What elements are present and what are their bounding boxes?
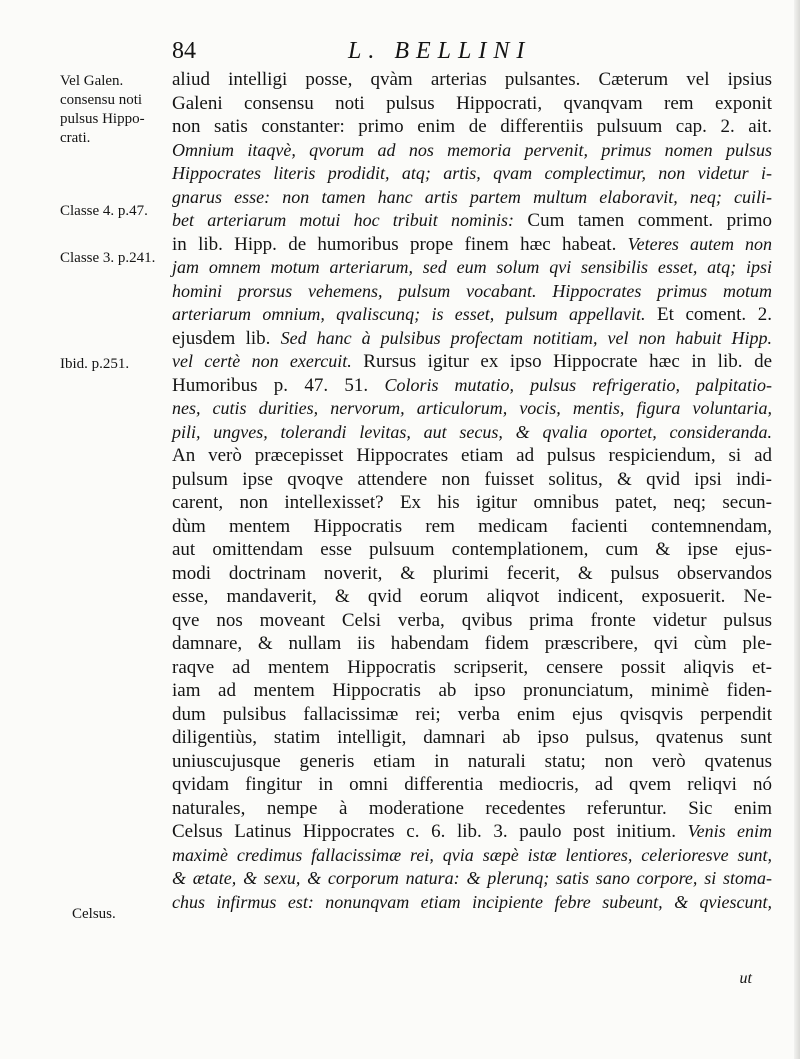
text-segment: aut omittendam esse pulsuum contemplationem, cum & ipse ejus- bbox=[172, 539, 772, 560]
text-line bbox=[172, 515, 772, 539]
text-segment: pulsum ipse qvoqve attendere non fuisset solitus, & qvid ipsi indi- bbox=[172, 468, 772, 490]
text-line bbox=[172, 397, 772, 421]
text-segment: modi doctrinam noverit, & plurimi fecerit, & pulsus observandos bbox=[172, 562, 772, 584]
text-segment: Et coment. 2. bbox=[645, 304, 773, 325]
text-line bbox=[172, 209, 772, 233]
text-segment: maximè credimus fallacissimæ rei, qvia sæpè istæ lentiores, celerioresve sunt, bbox=[172, 844, 772, 865]
text-line bbox=[172, 820, 772, 844]
text-segment: Coloris mutatio, pulsus refrigeratio, palpitatio- bbox=[384, 374, 773, 395]
margin-note-line: crati. bbox=[60, 130, 91, 146]
text-segment: non satis constanter: primo enim de differentiis pulsuum cap. 2. ait. bbox=[172, 116, 772, 137]
text-segment: Galeni consensu noti pulsus Hippocrati, qvanqvam rem exponit bbox=[172, 92, 772, 114]
text-line bbox=[172, 609, 772, 633]
text-line bbox=[172, 797, 772, 821]
margin-note-classe-4 bbox=[60, 202, 148, 221]
text-line bbox=[172, 186, 772, 210]
text-segment: arteriarum omnium, qvaliscunq; is esset, pulsum appellavit. bbox=[172, 304, 646, 324]
text-line bbox=[172, 562, 772, 586]
text-segment: qve nos moveant Celsi verba, qvibus prima fronte videtur pulsus bbox=[172, 609, 772, 631]
text-segment: Humoribus p. 47. 51. bbox=[172, 374, 385, 396]
text-segment: Venis enim bbox=[687, 821, 773, 841]
text-segment: gnarus esse: non tamen hanc artis partem multum elaboravit, neq; cuili- bbox=[172, 186, 772, 207]
text-line bbox=[172, 679, 772, 703]
margin-note-celsus bbox=[72, 905, 116, 924]
margin-note-line: Classe 4. p.47. bbox=[60, 203, 148, 219]
text-segment: dum pulsibus fallacissimæ rei; verba enim ejus qvisqvis perpendit bbox=[172, 703, 772, 725]
text-line bbox=[172, 68, 772, 92]
text-line bbox=[172, 92, 772, 116]
text-segment: homini prorsus vehemens, pulsum vocabant. Hippocrates primus motum bbox=[172, 280, 772, 301]
text-segment: nes, cutis durities, nervorum, articulorum, vocis, mentis, figura voluntaria, bbox=[172, 398, 772, 418]
text-line bbox=[172, 139, 772, 163]
text-segment: Hippocrates literis prodidit, atq; artis, qvam complectimur, non videtur i- bbox=[172, 163, 772, 183]
text-line bbox=[172, 773, 772, 797]
text-line bbox=[172, 350, 772, 374]
text-segment: bet arteriarum motui hoc tribuit nominis: bbox=[172, 210, 514, 230]
text-line bbox=[172, 233, 772, 257]
text-line bbox=[172, 891, 772, 915]
text-segment: pili, ungves, tolerandi levitas, aut secus, & qvalia oportet, consideranda. bbox=[172, 421, 772, 442]
text-line bbox=[172, 750, 772, 774]
text-segment: An verò præcepisset Hippocrates etiam ad pulsus respiciendum, si ad bbox=[172, 445, 772, 466]
text-segment: chus infirmus est: nonunqvam etiam incipiente febre subeunt, & qviescunt, bbox=[172, 891, 772, 912]
text-segment: esse, mandaverit, & qvid eorum aliqvot indicent, exposuerit. Ne- bbox=[172, 586, 772, 607]
text-segment: naturales, nempe à moderatione recedentes referuntur. Sic enim bbox=[172, 797, 772, 819]
margin-note-line: Classe 3. p.241. bbox=[60, 250, 156, 266]
text-line bbox=[172, 703, 772, 727]
text-line bbox=[172, 867, 772, 891]
margin-note-galen bbox=[60, 72, 145, 148]
text-line bbox=[172, 585, 772, 609]
text-line bbox=[172, 538, 772, 562]
margin-note-line: Celsus. bbox=[72, 906, 116, 922]
text-segment: dùm mentem Hippocratis rem medicam facienti contemnendam, bbox=[172, 515, 772, 537]
text-segment: uniuscujusque generis etiam in naturali statu; non verò qvatenus bbox=[172, 750, 772, 772]
text-segment: iam ad mentem Hippocratis ab ipso pronunciatum, minimè fiden- bbox=[172, 680, 772, 701]
text-segment: Rursus igitur ex ipso Hippocrate hæc in lib. de bbox=[351, 351, 773, 372]
text-segment: Cum tamen comment. primo bbox=[513, 210, 772, 231]
body-text bbox=[172, 68, 772, 914]
margin-note-line: pulsus Hippo- bbox=[60, 111, 145, 127]
text-line bbox=[172, 844, 772, 868]
text-line bbox=[172, 421, 772, 445]
text-line bbox=[172, 491, 772, 515]
margin-note-line: consensu noti bbox=[60, 92, 143, 108]
text-line bbox=[172, 444, 772, 468]
margin-notes bbox=[0, 0, 170, 1059]
page-number: 84 bbox=[172, 38, 196, 64]
text-segment: Veteres autem non bbox=[627, 233, 772, 254]
text-line bbox=[172, 656, 772, 680]
margin-note-line: Ibid. p.251. bbox=[60, 356, 130, 372]
text-line bbox=[172, 303, 772, 327]
catchword: ut bbox=[739, 970, 752, 987]
text-line bbox=[172, 468, 772, 492]
text-segment: carent, non intellexisset? Ex his igitur omnibus patet, neq; secun- bbox=[172, 492, 772, 513]
text-segment: damnare, & nullam iis habendam fidem præscribere, qvi cùm ple- bbox=[172, 633, 772, 654]
text-line bbox=[172, 280, 772, 304]
text-segment: vel certè non exercuit. bbox=[172, 351, 352, 371]
text-line bbox=[172, 374, 772, 398]
text-segment: Sed hanc à pulsibus profectam notitiam, vel non habuit Hipp. bbox=[280, 327, 772, 348]
text-segment: Celsus Latinus Hippocrates c. 6. lib. 3. paulo post initium. bbox=[172, 821, 688, 842]
margin-note-ibid bbox=[60, 355, 129, 374]
text-segment: qvidam fingitur in omni differentia mediocris, ad qvem reliqvi nó bbox=[172, 774, 772, 795]
text-line bbox=[172, 632, 772, 656]
margin-note-classe-3 bbox=[60, 249, 155, 268]
text-line bbox=[172, 256, 772, 280]
text-segment: ejusdem lib. bbox=[172, 327, 281, 349]
text-line bbox=[172, 162, 772, 186]
text-line bbox=[172, 327, 772, 351]
page-header bbox=[172, 38, 772, 68]
text-segment: aliud intelligi posse, qvàm arterias pulsantes. Cæterum vel ipsius bbox=[172, 69, 772, 90]
text-line bbox=[172, 726, 772, 750]
text-segment: Omnium itaqvè, qvorum ad nos memoria pervenit, primus nomen pulsus bbox=[172, 139, 772, 160]
text-segment: jam omnem motum arteriarum, sed eum solum qvi sensibilis esset, atq; ipsi bbox=[172, 257, 772, 277]
page-edge-shadow bbox=[794, 0, 800, 1059]
text-segment: in lib. Hipp. de humoribus prope finem hæc habeat. bbox=[172, 233, 628, 255]
text-segment: diligentiùs, statim intelligit, damnari ab ipso pulsus, qvatenus sunt bbox=[172, 727, 772, 748]
text-segment: & ætate, & sexu, & corporum natura: & plerunq; satis sano corpore, si stoma- bbox=[172, 868, 772, 888]
margin-note-line: Vel Galen. bbox=[60, 73, 124, 89]
text-segment: raqve ad mentem Hippocratis scripserit, censere possit aliqvis et- bbox=[172, 656, 772, 678]
running-head: L. BELLINI bbox=[348, 38, 532, 64]
text-line bbox=[172, 115, 772, 139]
